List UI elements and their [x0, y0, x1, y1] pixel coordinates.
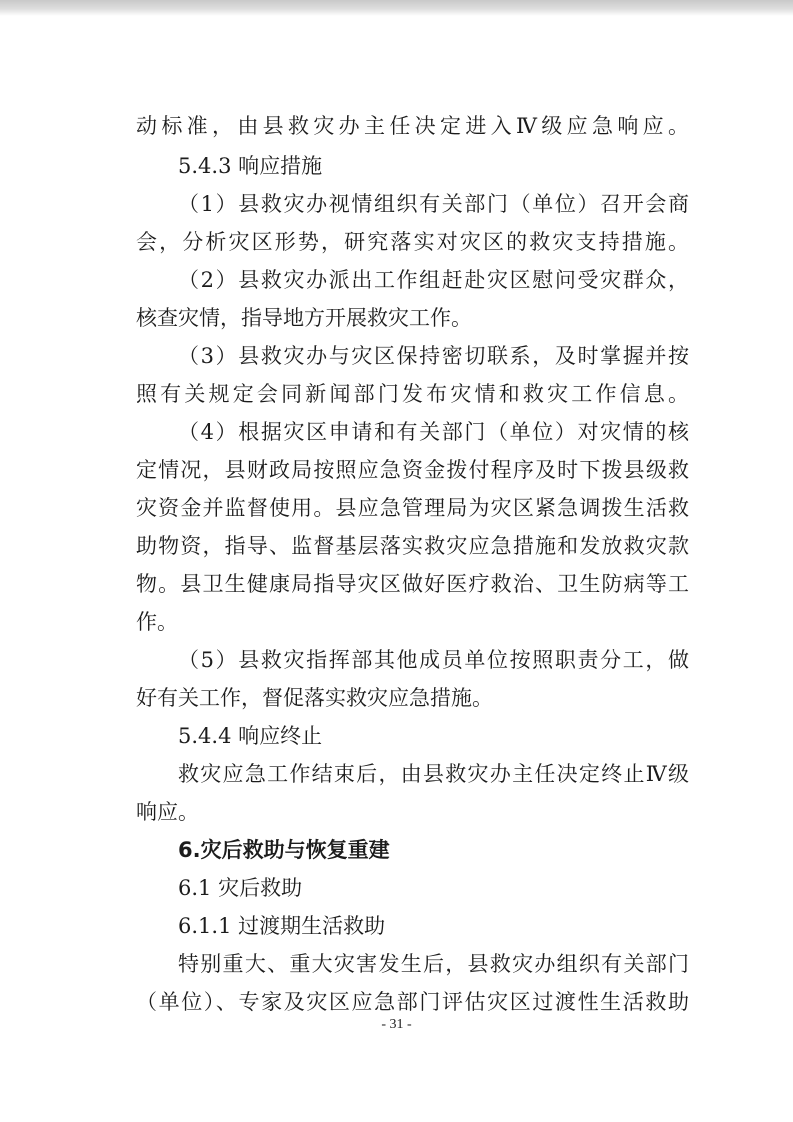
text-line: 照有关规定会同新闻部门发布灾情和救灾工作信息。: [136, 382, 689, 406]
text-line: 作。: [136, 610, 178, 634]
text-line: 响应。: [136, 800, 199, 824]
text-line: 好有关工作，督促落实救灾应急措施。: [136, 686, 493, 710]
text-line: 物。县卫生健康局指导灾区做好医疗救治、卫生防病等工: [136, 572, 689, 596]
section-heading-5-4-4: 5.4.4 响应终止: [178, 724, 323, 748]
text-line: （单位）、专家及灾区应急部门评估灾区过渡性生活救助: [136, 990, 689, 1014]
text-line: 动标准，由县救灾办主任决定进入Ⅳ级应急响应。: [136, 114, 689, 138]
text-line: （2）县救灾办派出工作组赶赴灾区慰问受灾群众，: [178, 268, 689, 292]
text-line: 核查灾情，指导地方开展救灾工作。: [136, 306, 472, 330]
text-line: 助物资，指导、监督基层落实救灾应急措施和发放救灾款: [136, 534, 689, 558]
page-number: - 31 -: [381, 1017, 412, 1032]
text-line: 灾资金并监督使用。县应急管理局为灾区紧急调拨生活救: [136, 496, 689, 520]
text-line: （3）县救灾办与灾区保持密切联系，及时掌握并按: [178, 344, 689, 368]
text-line: （5）县救灾指挥部其他成员单位按照职责分工，做: [178, 648, 689, 672]
section-heading-6-1-1: 6.1.1 过渡期生活救助: [178, 914, 386, 938]
section-heading-6-1: 6.1 灾后救助: [178, 876, 303, 900]
text-line: 定情况，县财政局按照应急资金拨付程序及时下拨县级救: [136, 458, 689, 482]
text-line: （1）县救灾办视情组织有关部门（单位）召开会商: [178, 192, 689, 216]
text-line: 特别重大、重大灾害发生后，县救灾办组织有关部门: [178, 952, 689, 976]
chapter-heading-6: 6.灾后救助与恢复重建: [178, 838, 390, 862]
text-line: （4）根据灾区申请和有关部门（单位）对灾情的核: [178, 420, 689, 444]
text-line: 会，分析灾区形势，研究落实对灾区的救灾支持措施。: [136, 230, 689, 254]
text-line: 救灾应急工作结束后，由县救灾办主任决定终止Ⅳ级: [178, 762, 689, 786]
section-heading-5-4-3: 5.4.3 响应措施: [178, 154, 323, 178]
